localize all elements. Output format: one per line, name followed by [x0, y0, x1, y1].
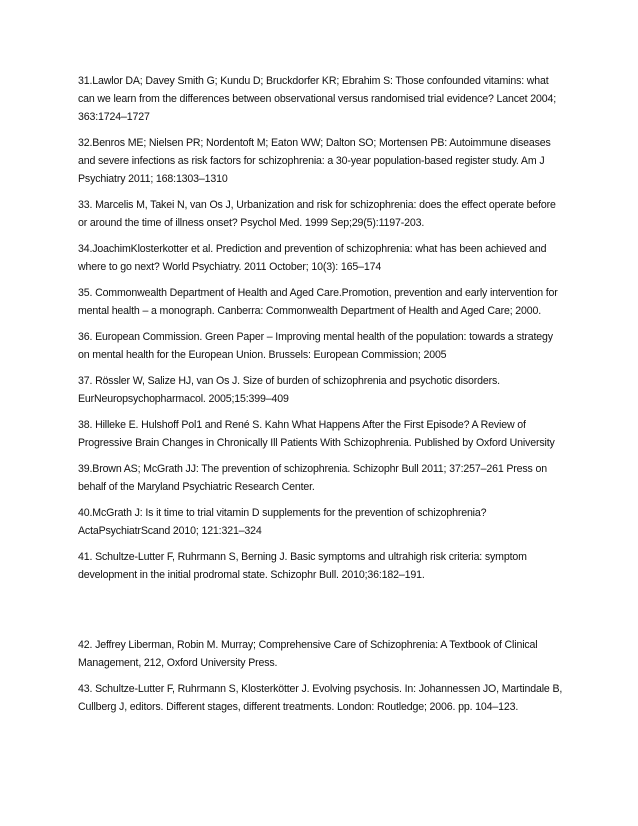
reference-34: 34.JoachimKlosterkotter et al. Prediction and prevention of schizophrenia: what has been achieved and where to go next? World Psychiatry. 2011 October; 10(3): 165–174 — [78, 243, 547, 273]
reference-list — [78, 72, 564, 724]
reference-37: 37. Rössler W, Salize HJ, van Os J. Size of burden of schizophrenia and psychotic disorders. EurNeuropsychopharmacol. 2005;15:399–409 — [78, 375, 500, 405]
reference-31: 31.Lawlor DA; Davey Smith G; Kundu D; Bruckdorfer KR; Ebrahim S: Those confounded vitamins: what can we learn from the differences between observational versus randomised trial evidence? Lancet 2004; 363:1724–1727 — [78, 75, 556, 123]
reference-36: 36. European Commission. Green Paper – Improving mental health of the population: towards a strategy on mental health for the European Union. Brussels: European Commission; 2005 — [78, 331, 553, 361]
reference-41: 41. Schultze-Lutter F, Ruhrmann S, Berning J. Basic symptoms and ultrahigh risk criteria: symptom development in the initial prodromal state. Schizophr Bull. 2010;36:182–191. — [78, 551, 527, 581]
reference-33: 33. Marcelis M, Takei N, van Os J, Urbanization and risk for schizophrenia: does the effect operate before or around the time of illness onset? Psychol Med. 1999 Sep;29(5):1197-203. — [78, 199, 556, 229]
reference-35: 35. Commonwealth Department of Health and Aged Care.Promotion, prevention and early intervention for mental health – a monograph. Canberra: Commonwealth Department of Health and Aged Care; 2000. — [78, 287, 558, 317]
reference-43: 43. Schultze-Lutter F, Ruhrmann S, Klosterkötter J. Evolving psychosis. In: Johannessen JO, Martindale B, Cullberg J, editors. Different stages, different treatments. London: Routledge; 2006. pp. 104–123. — [78, 683, 563, 713]
reference-42: 42. Jeffrey Liberman, Robin M. Murray; Comprehensive Care of Schizophrenia: A Textbook of Clinical Management, 212, Oxford University Press. — [78, 639, 538, 669]
reference-38: 38. Hilleke E. Hulshoff Pol1 and René S. Kahn What Happens After the First Episode? A Review of Progressive Brain Changes in Chronically Ill Patients With Schizophrenia. Published by Oxford University — [78, 419, 555, 449]
reference-40: 40.McGrath J: Is it time to trial vitamin D supplements for the prevention of schizophrenia? ActaPsychiatrScand 2010; 121:321–324 — [78, 507, 487, 537]
reference-39: 39.Brown AS; McGrath JJ: The prevention of schizophrenia. Schizophr Bull 2011; 37:257–261 Press on behalf of the Maryland Psychiatric Research Center. — [78, 463, 547, 493]
reference-32: 32.Benros ME; Nielsen PR; Nordentoft M; Eaton WW; Dalton SO; Mortensen PB: Autoimmune diseases and severe infections as risk factors for schizophrenia: a 30-year population-based register study. Am J Psychiatry 2011; 168:1303–1310 — [78, 137, 551, 185]
